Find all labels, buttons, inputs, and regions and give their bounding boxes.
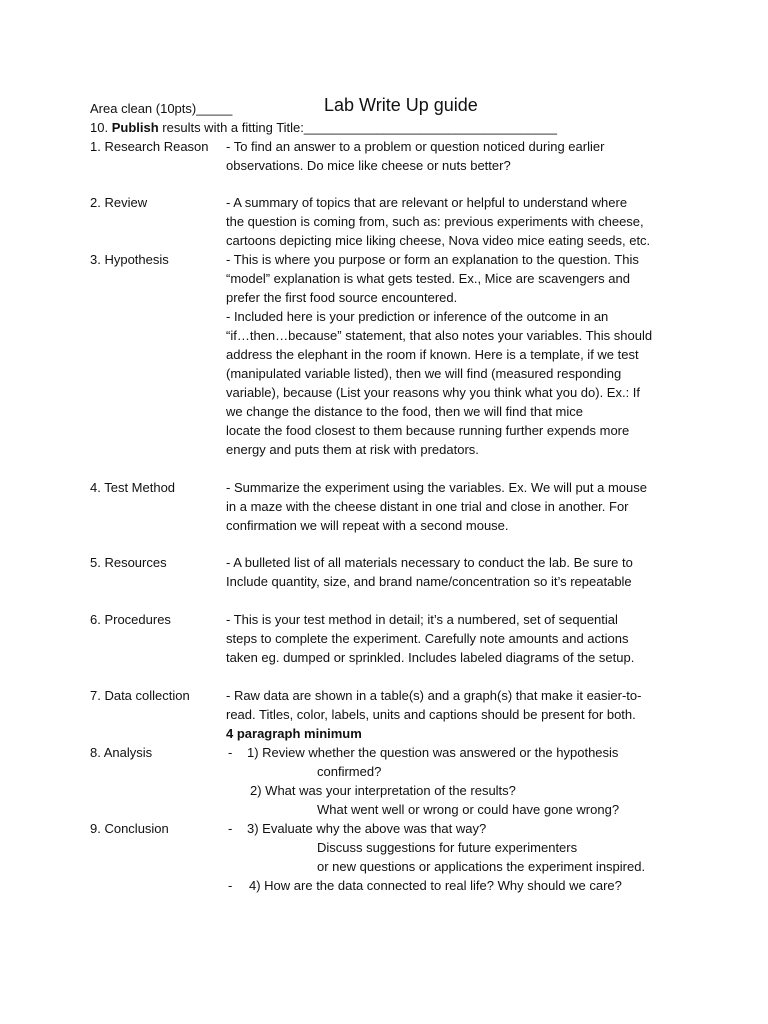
review-line-3: cartoons depicting mice liking cheese, Nova video mice eating seeds, etc. — [226, 233, 651, 248]
section-label-analysis: 8. Analysis — [90, 745, 153, 760]
resources-line-1: - A bulleted list of all materials necessary to conduct the lab. Be sure to — [226, 555, 633, 570]
paragraph-minimum-note: 4 paragraph minimum — [226, 726, 362, 741]
analysis-question-2-cont: What went well or wrong or could have gone wrong? — [317, 802, 620, 817]
conclusion-question-3-cont-1: Discuss suggestions for future experimenters — [317, 840, 578, 855]
publish-line — [90, 118, 557, 137]
research-line-1: - To find an answer to a problem or question noticed during earlier — [226, 139, 605, 154]
publish-number: 10. — [90, 120, 109, 135]
page-title: Lab Write Up guide — [324, 95, 478, 115]
review-line-1: - A summary of topics that are relevant or helpful to understand where — [226, 195, 628, 210]
data-collection-line-2: read. Titles, color, labels, units and captions should be present for both. — [226, 707, 636, 722]
analysis-question-2: 2) What was your interpretation of the results? — [250, 783, 516, 798]
review-line-2: the question is coming from, such as: previous experiments with cheese, — [226, 214, 644, 229]
hypothesis-line-2: “model” explanation is what gets tested. Ex., Mice are scavengers and — [226, 271, 630, 286]
analysis-question-1-cont: confirmed? — [317, 764, 382, 779]
analysis-question-1: 1) Review whether the question was answered or the hypothesis — [247, 745, 619, 760]
section-label-hypothesis: 3. Hypothesis — [90, 252, 169, 267]
hypothesis-line-1: - This is where you purpose or form an explanation to the question. This — [226, 252, 639, 267]
section-label-procedures: 6. Procedures — [90, 612, 171, 627]
conclusion-dash-2: - — [228, 878, 233, 893]
procedures-line-2: steps to complete the experiment. Carefully note amounts and actions — [226, 631, 629, 646]
hypothesis-line-3: prefer the first food source encountered. — [226, 290, 458, 305]
hypothesis-line-5: “if…then…because” statement, that also notes your variables. This should — [226, 328, 653, 343]
area-clean-line: Area clean (10pts)_____ — [90, 101, 233, 116]
section-label-conclusion: 9. Conclusion — [90, 821, 169, 836]
section-label-review: 2. Review — [90, 195, 148, 210]
test-method-line-3: confirmation we will repeat with a second mouse. — [226, 518, 509, 533]
test-method-line-1: - Summarize the experiment using the variables. Ex. We will put a mouse — [226, 480, 647, 495]
publish-bold: Publish — [111, 120, 159, 135]
data-collection-line-1: - Raw data are shown in a table(s) and a graph(s) that make it easier-to- — [226, 688, 642, 703]
publish-rest: results with a fitting Title:___________________________________ — [162, 120, 557, 135]
analysis-dash: - — [228, 745, 233, 760]
conclusion-question-3: 3) Evaluate why the above was that way? — [247, 821, 487, 836]
conclusion-question-3-cont-2: or new questions or applications the experiment inspired. — [317, 859, 646, 874]
conclusion-question-4: 4) How are the data connected to real life? Why should we care? — [249, 878, 622, 893]
hypothesis-line-9: we change the distance to the food, then we will find that mice — [226, 404, 583, 419]
conclusion-dash: - — [228, 821, 233, 836]
hypothesis-line-8: variable), because (List your reasons why you think what you do). Ex.: If — [226, 385, 641, 400]
hypothesis-line-10: locate the food closest to them because running further expends more — [226, 423, 630, 438]
section-label-research: 1. Research Reason — [90, 139, 209, 154]
research-line-2: observations. Do mice like cheese or nuts better? — [226, 158, 511, 173]
section-label-resources: 5. Resources — [90, 555, 167, 570]
hypothesis-line-7: (manipulated variable listed), then we will find (measured responding — [226, 366, 622, 381]
section-label-test-method: 4. Test Method — [90, 480, 176, 495]
hypothesis-line-4: - Included here is your prediction or inference of the outcome in an — [226, 309, 609, 324]
hypothesis-line-6: address the elephant in the room if known. Here is a template, if we test — [226, 347, 639, 362]
procedures-line-3: taken eg. dumped or sprinkled. Includes labeled diagrams of the setup. — [226, 650, 635, 665]
test-method-line-2: in a maze with the cheese distant in one trial and close in another. For — [226, 499, 629, 514]
procedures-line-1: - This is your test method in detail; it’s a numbered, set of sequential — [226, 612, 618, 627]
resources-line-2: Include quantity, size, and brand name/concentration so it’s repeatable — [226, 574, 632, 589]
hypothesis-line-11: energy and puts them at risk with predators. — [226, 442, 479, 457]
section-label-data-collection: 7. Data collection — [90, 688, 190, 703]
